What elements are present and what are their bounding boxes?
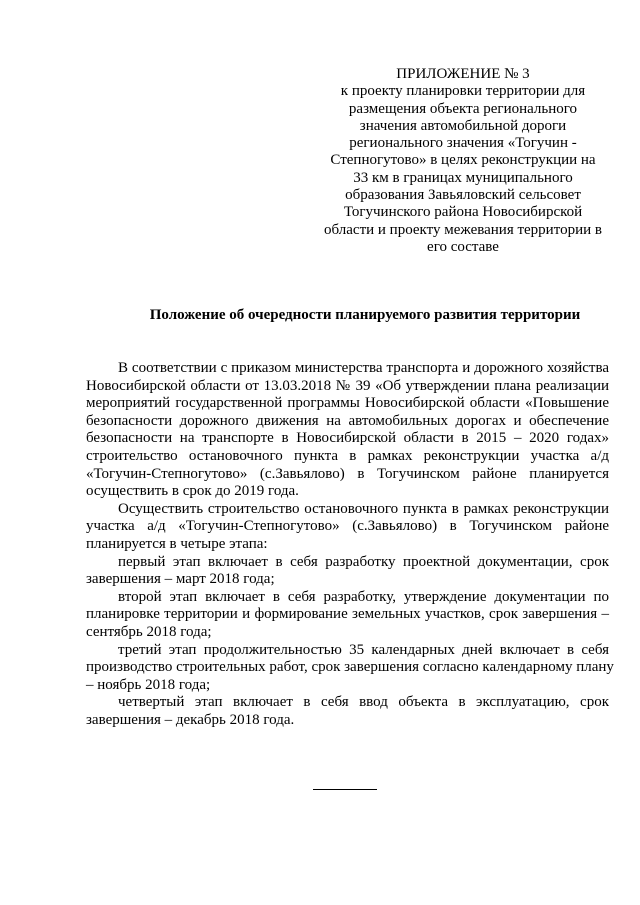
body-text (86, 360, 614, 729)
body-line: безопасности дорожного движения на автомобильных дорогах и обеспечение (86, 412, 609, 429)
separator-line (313, 789, 377, 790)
appendix-header (312, 66, 614, 256)
document-heading: Положение об очередности планируемого развития территории (149, 307, 581, 323)
appendix-line: регионального значения «Тогучин - (349, 135, 577, 152)
body-line: «Тогучин-Степногутово» (с.Завьялово) в Тогучинском районе планируется (86, 465, 609, 482)
body-line: В соответствии с приказом министерства транспорта и дорожного хозяйства (118, 360, 609, 376)
body-line: завершения – март 2018 года; (86, 571, 275, 588)
body-line: – ноябрь 2018 года; (86, 676, 211, 693)
body-line: Новосибирской области от 13.03.2018 № 39 «Об утверждении плана реализации (86, 377, 609, 394)
body-line: Осуществить строительство остановочного пункта в рамках реконструкции (118, 500, 609, 517)
body-line: строительство остановочного пункта в рамках реконструкции участка а/д (86, 447, 609, 464)
body-line: производство строительных работ, срок завершения согласно календарному плану (86, 659, 614, 676)
body-line: участка а/д «Тогучин-Степногутово» (с.Завьялово) в Тогучинском районе (86, 518, 609, 535)
appendix-line: значения автомобильной дороги (359, 117, 567, 134)
body-line: осуществить в срок до 2019 года. (86, 483, 299, 500)
appendix-line: к проекту планировки территории для (340, 83, 586, 100)
appendix-line: области и проекту межевания территории в (324, 221, 602, 238)
body-line: сентябрь 2018 года; (86, 623, 212, 640)
appendix-line: образования Завьяловский сельсовет (345, 187, 581, 204)
appendix-line: 33 км в границах муниципального (353, 169, 573, 186)
appendix-line: размещения объекта регионального (348, 100, 578, 117)
appendix-line: Степногутово» в целях реконструкции на (330, 152, 596, 169)
body-line: четвертый этап включает в себя ввод объекта в эксплуатацию, срок (118, 694, 609, 711)
body-line: безопасности на транспорте в Новосибирской области в 2015 – 2020 годах» (86, 430, 609, 447)
body-line: планируется в четыре этапа: (86, 535, 268, 552)
appendix-line: Тогучинского района Новосибирской (343, 204, 583, 221)
body-line: планировке территории и формирование земельных участков, срок завершения – (86, 606, 609, 623)
body-line: второй этап включает в себя разработку, утверждение документации по (118, 588, 609, 605)
body-line: третий этап продолжительностью 35 календарных дней включает в себя (118, 641, 609, 658)
body-line: завершения – декабрь 2018 года. (86, 711, 295, 728)
appendix-line: его составе (427, 238, 499, 255)
body-line: мероприятий государственной программы Новосибирской области «Повышение (86, 395, 609, 412)
body-line: первый этап включает в себя разработку проектной документации, срок (118, 553, 609, 570)
appendix-line: ПРИЛОЖЕНИЕ № 3 (396, 66, 530, 82)
